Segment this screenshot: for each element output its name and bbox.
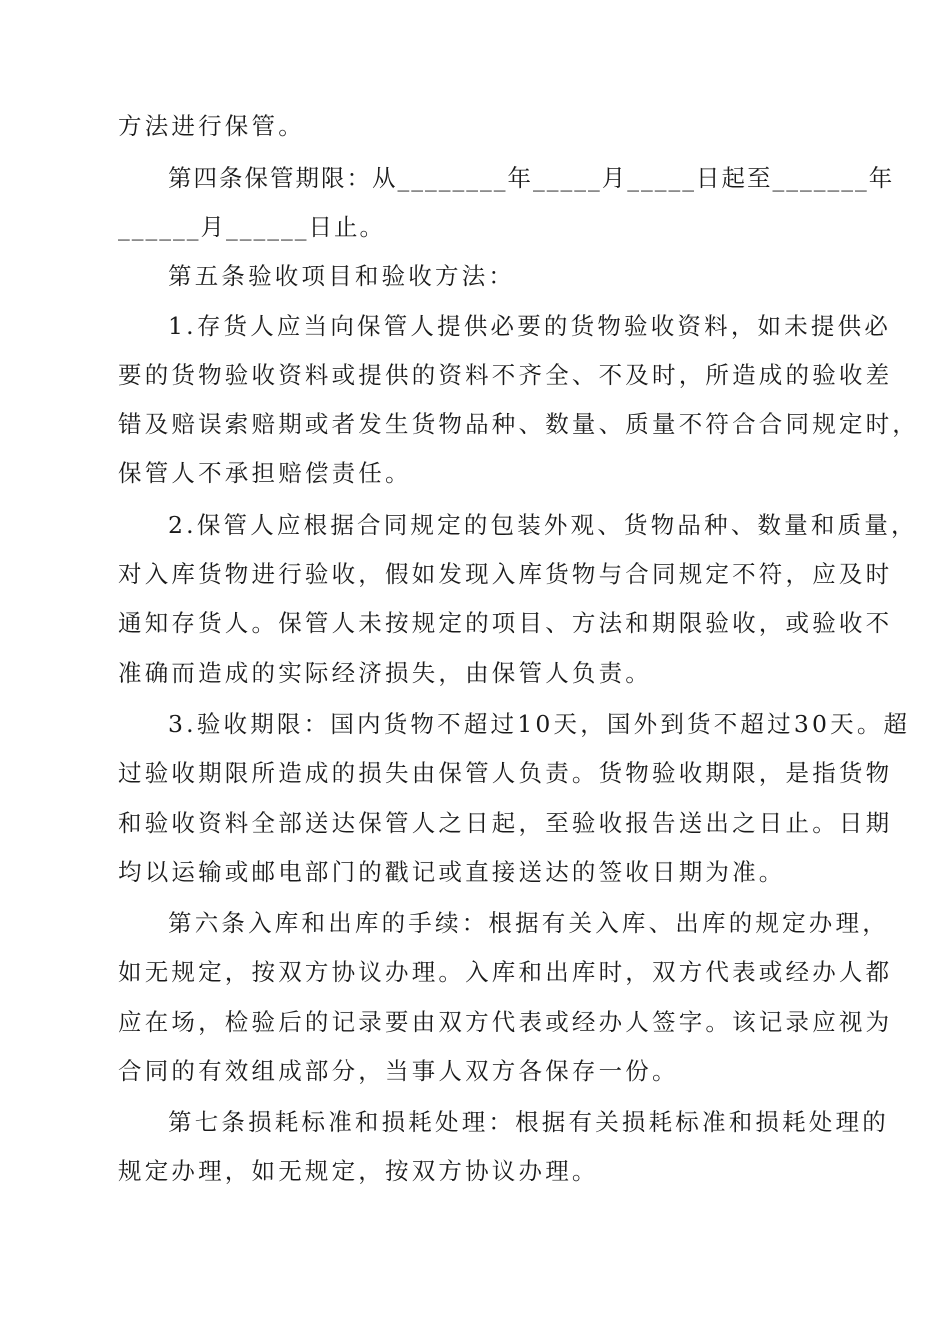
text-line: 合同的有效组成部分，当事人双方各保存一份。 bbox=[118, 1057, 679, 1085]
clause-4-heading: 第四条保管期限：从________年_____月_____日起至_______年 bbox=[168, 164, 895, 192]
clause-5-heading: 第五条验收项目和验收方法： bbox=[168, 262, 516, 290]
text-line: 错及赔误索赔期或者发生货物品种、数量、质量不符合合同规定时， bbox=[118, 410, 919, 438]
text-line: 过验收期限所造成的损失由保管人负责。货物验收期限，是指货物 bbox=[118, 759, 893, 787]
text-line: 规定办理，如无规定，按双方协议办理。 bbox=[118, 1157, 599, 1185]
text-line: 保管人不承担赔偿责任。 bbox=[118, 459, 412, 487]
text-line: ______月______日止。 bbox=[118, 213, 385, 241]
clause-5-item-2: 2.保管人应根据合同规定的包装外观、货物品种、数量和质量， bbox=[168, 511, 918, 539]
text-line: 要的货物验收资料或提供的资料不齐全、不及时，所造成的验收差 bbox=[118, 361, 893, 389]
text-line: 通知存货人。保管人未按规定的项目、方法和期限验收，或验收不 bbox=[118, 609, 893, 637]
text-line: 准确而造成的实际经济损失，由保管人负责。 bbox=[118, 659, 652, 687]
clause-7-heading: 第七条损耗标准和损耗处理：根据有关损耗标准和损耗处理的 bbox=[168, 1108, 889, 1136]
text-line: 方法进行保管。 bbox=[118, 112, 305, 140]
text-line: 应在场，检验后的记录要由双方代表或经办人签字。该记录应视为 bbox=[118, 1008, 893, 1036]
text-line: 如无规定，按双方协议办理。入库和出库时，双方代表或经办人都 bbox=[118, 958, 893, 986]
clause-5-item-3: 3.验收期限：国内货物不超过10天，国外到货不超过30天。超 bbox=[168, 710, 911, 738]
clause-6-heading: 第六条入库和出库的手续：根据有关入库、出库的规定办理， bbox=[168, 909, 889, 937]
text-line: 均以运输或邮电部门的戳记或直接送达的签收日期为准。 bbox=[118, 858, 786, 886]
text-line: 对入库货物进行验收，假如发现入库货物与合同规定不符，应及时 bbox=[118, 560, 893, 588]
clause-5-item-1: 1.存货人应当向保管人提供必要的货物验收资料，如未提供必 bbox=[168, 312, 892, 340]
text-line: 和验收资料全部送达保管人之日起，至验收报告送出之日止。日期 bbox=[118, 809, 893, 837]
